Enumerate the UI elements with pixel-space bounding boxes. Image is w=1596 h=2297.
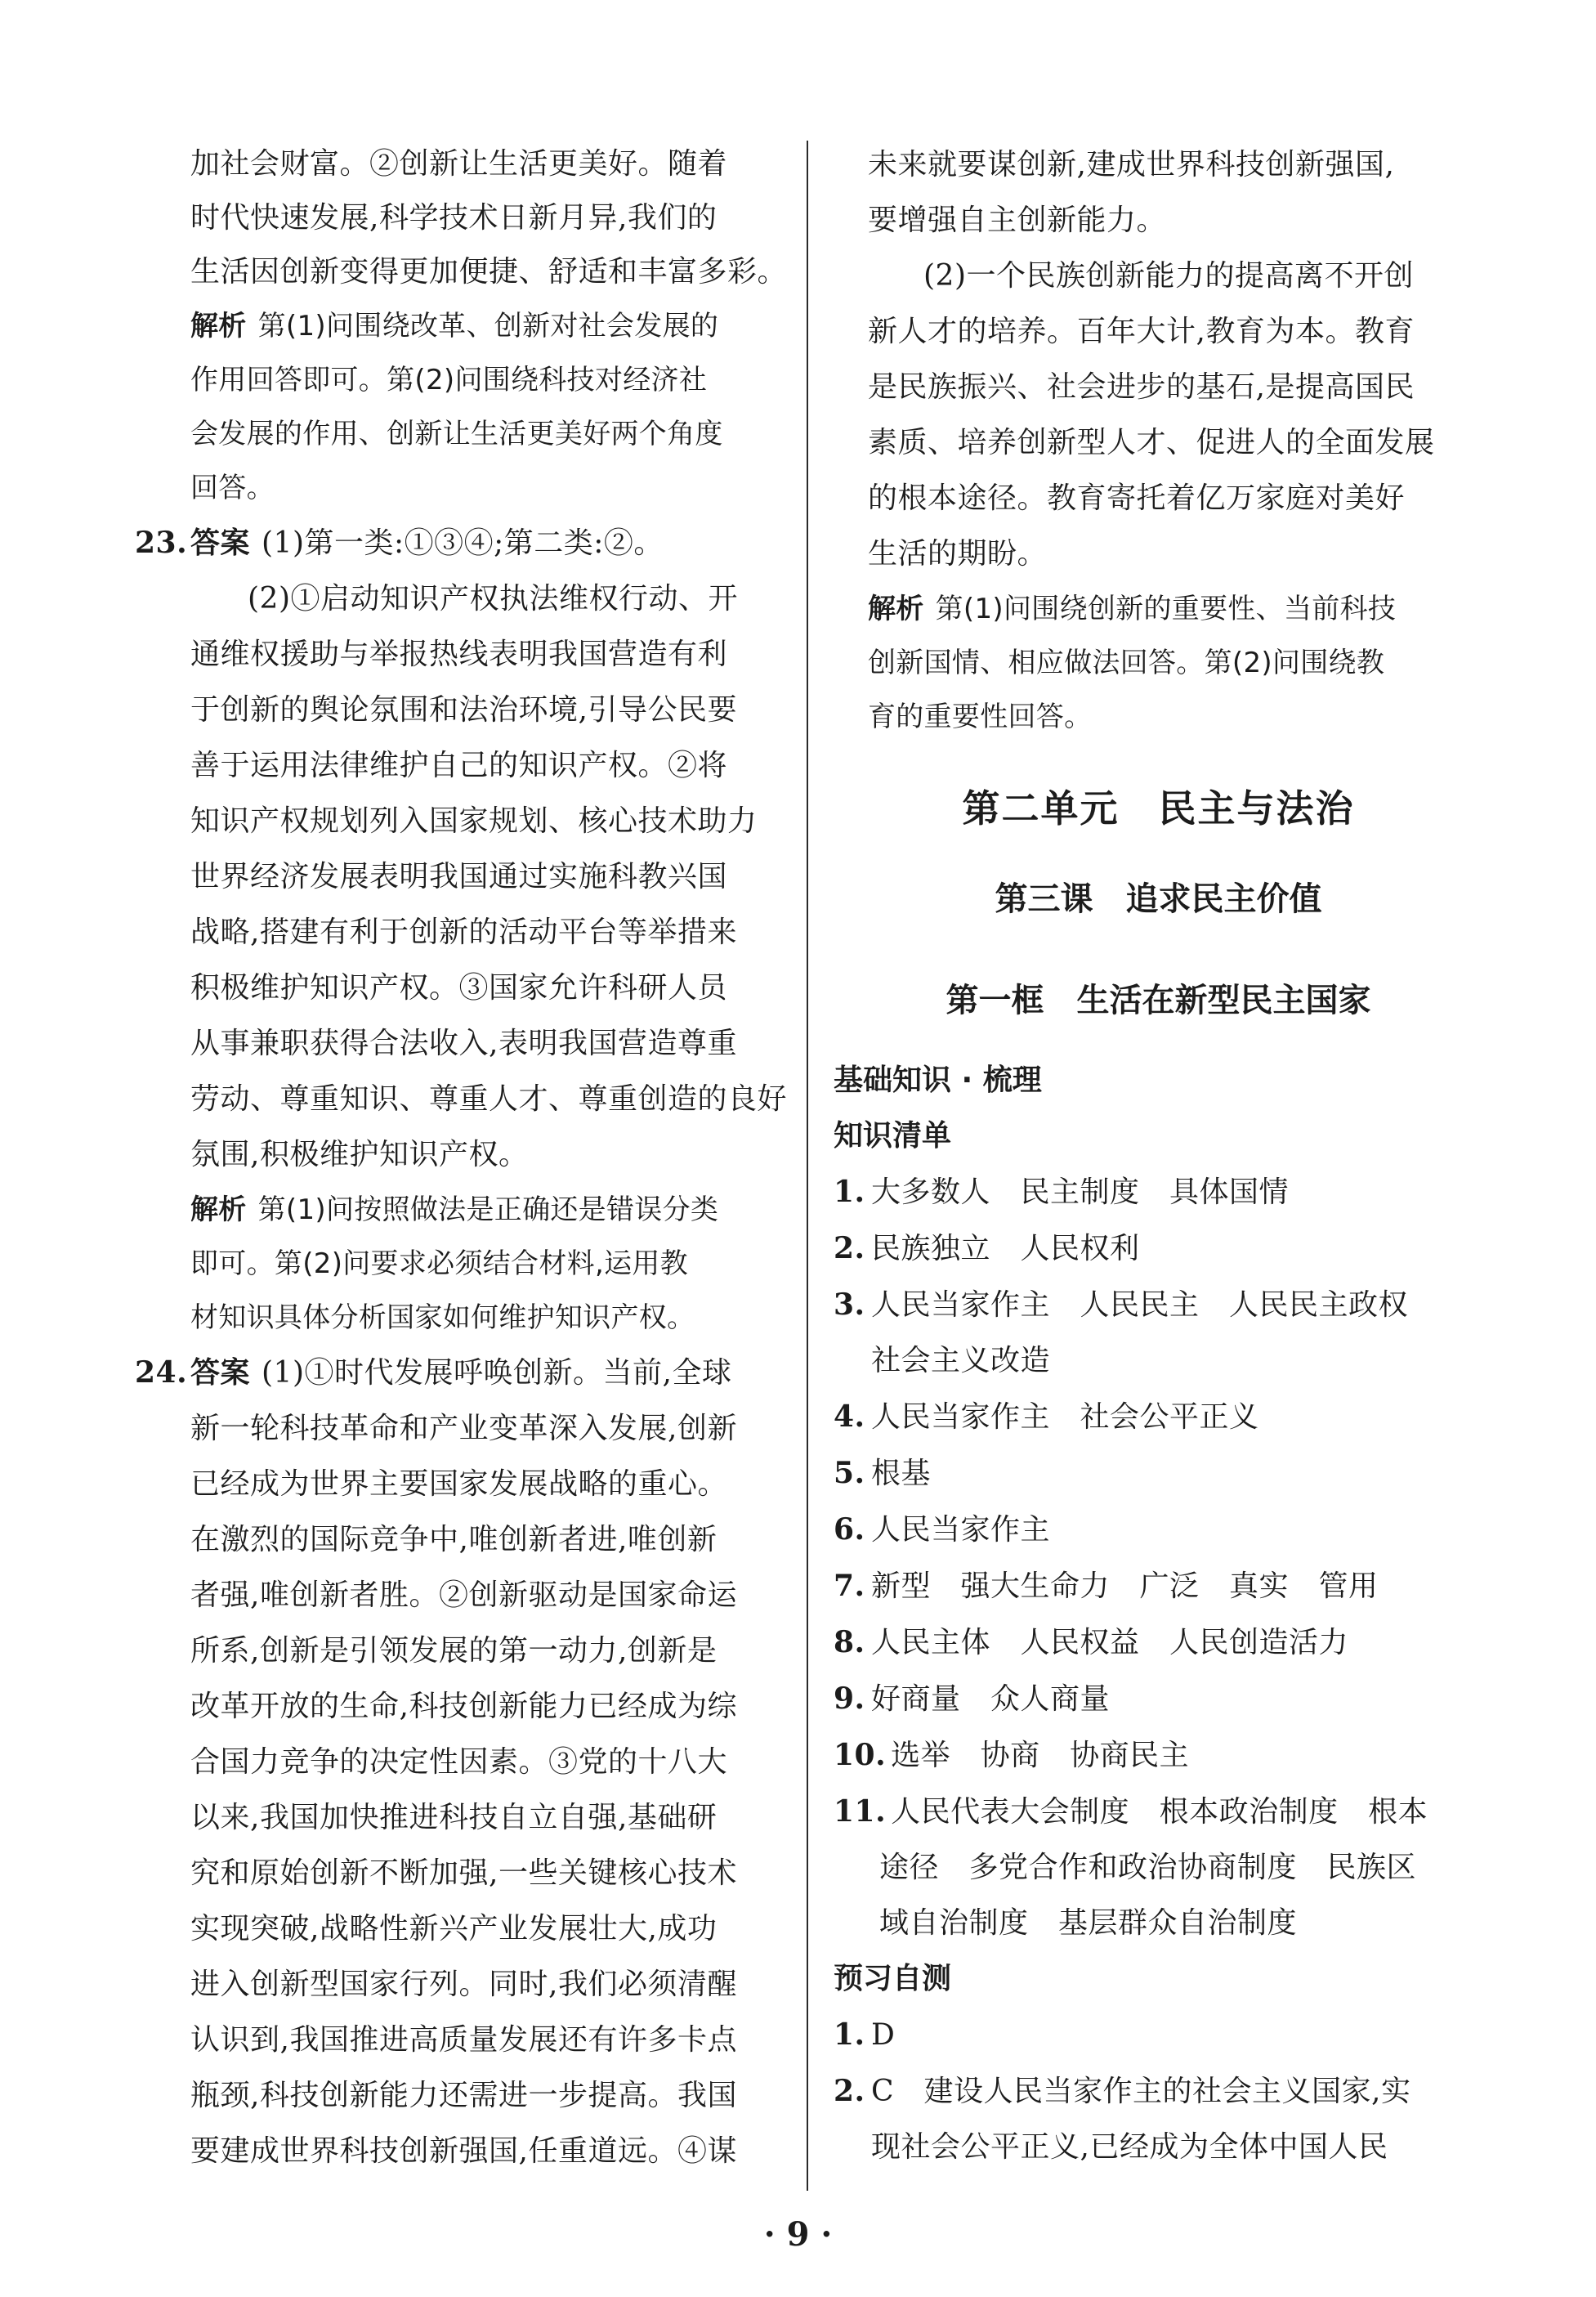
text-line: 通维权援助与举报热线表明我国营造有利: [190, 638, 728, 671]
text-line: 要增强自主创新能力。: [868, 204, 1167, 237]
text-line: 究和原始创新不断加强,一些关键核心技术: [190, 1856, 737, 1890]
list-item-continued: 域自治制度 基层群众自治制度: [879, 1906, 1298, 1940]
text-line: 者强,唯创新者胜。②创新驱动是国家命运: [190, 1578, 737, 1612]
list-item-continued: 社会主义改造: [871, 1344, 1051, 1377]
text-line: (2)一个民族创新能力的提高离不开创: [923, 259, 1414, 293]
list-item: 1. 大多数人 民主制度 具体国情: [834, 1175, 1290, 1209]
question-23-answer: 23. 答案 (1)第一类:①③④;第二类:②。: [190, 515, 795, 571]
column-divider: [807, 141, 808, 2191]
text-line: 在激烈的国际竞争中,唯创新者进,唯创新: [190, 1523, 718, 1556]
text-line: 于创新的舆论氛围和法治环境,引导公民要: [190, 693, 737, 727]
page-number: · 9 ·: [763, 2215, 833, 2254]
list-item: 6. 人民当家作主: [834, 1512, 1051, 1547]
list-item: 8. 人民主体 人民权益 人民创造活力: [834, 1625, 1349, 1659]
explanation-label: 解析: [190, 1193, 247, 1226]
text-line: 合国力竞争的决定性因素。③党的十八大: [190, 1745, 728, 1779]
explanation-line: 解析 第(1)问围绕创新的重要性、当前科技: [868, 593, 1397, 625]
explanation-line: 回答。: [190, 472, 275, 504]
text-line: 认识到,我国推进高质量发展还有许多卡点: [190, 2023, 737, 2057]
text-line: 瓶颈,科技创新能力还需进一步提高。我国: [190, 2079, 737, 2112]
explanation-line: 会发展的作用、创新让生活更美好两个角度: [190, 418, 723, 450]
text-line: 氛围,积极维护知识产权。: [190, 1138, 529, 1171]
list-item: 3. 人民当家作主 人民民主 人民民主政权: [834, 1287, 1409, 1322]
question-24-answer: 24. 答案 (1)①时代发展呼唤创新。当前,全球: [190, 1345, 795, 1401]
question-number: 23.: [135, 526, 188, 560]
text-line: 以来,我国加快推进科技自立自强,基础研: [190, 1801, 718, 1834]
text-line: 生活的期盼。: [868, 537, 1048, 571]
explanation-label: 解析: [190, 310, 247, 343]
explanation-line: 解析 第(1)问围绕改革、创新对社会发展的: [190, 310, 719, 343]
explanation-line: 即可。第(2)问要求必须结合材料,运用教: [190, 1247, 688, 1280]
explanation-line: 创新国情、相应做法回答。第(2)问围绕教: [868, 647, 1385, 679]
subsection-heading: 知识清单: [834, 1119, 952, 1153]
text-line: 知识产权规划列入国家规划、核心技术助力: [190, 804, 758, 838]
text-line: 要建成世界科技创新强国,任重道远。④谋: [190, 2134, 737, 2168]
text-line: 已经成为世界主要国家发展战略的重心。: [190, 1467, 728, 1501]
text-line: 世界经济发展表明我国通过实施科教兴国: [190, 860, 728, 893]
answer-label: 答案: [190, 526, 251, 560]
explanation-line: 材知识具体分析国家如何维护知识产权。: [190, 1301, 695, 1334]
list-item: 11. 人民代表大会制度 根本政治制度 根本: [834, 1794, 1428, 1829]
text-line: 新一轮科技革命和产业变革深入发展,创新: [190, 1412, 737, 1445]
text-line: 时代快速发展,科学技术日新月异,我们的: [190, 201, 718, 235]
text-line: 未来就要谋创新,建成世界科技创新强国,: [868, 148, 1395, 181]
text-line: 生活因创新变得更加便捷、舒适和丰富多彩。: [190, 255, 788, 289]
right-column: [834, 137, 1483, 2175]
text-line: 改革开放的生命,科技创新能力已经成为综: [190, 1690, 737, 1723]
text-line: 加社会财富。②创新让生活更美好。随着: [190, 147, 728, 181]
explanation-label: 解析: [868, 593, 924, 625]
list-item: 2. 民族独立 人民权利: [834, 1231, 1140, 1265]
subsection-heading: 预习自测: [834, 1962, 952, 1995]
list-item: 1. D: [834, 2017, 896, 2052]
list-item: 4. 人民当家作主 社会公平正义: [834, 1399, 1259, 1434]
unit-title: 第二单元 民主与法治: [962, 786, 1355, 831]
list-item: 7. 新型 强大生命力 广泛 真实 管用: [834, 1569, 1379, 1603]
text-line: 进入创新型国家行列。同时,我们必须清醒: [190, 1968, 737, 2001]
text-line: 劳动、尊重知识、尊重人才、尊重创造的良好: [190, 1082, 788, 1116]
list-item: 9. 好商量 众人商量: [834, 1681, 1111, 1716]
explanation-line: 作用回答即可。第(2)问围绕科技对经济社: [190, 364, 708, 396]
text-line: 实现突破,战略性新兴产业发展壮大,成功: [190, 1912, 718, 1946]
question-number: 24.: [135, 1355, 188, 1390]
text-line: (2)①启动知识产权执法维权行动、开: [248, 582, 738, 616]
text-line: 新人才的培养。百年大计,教育为本。教育: [868, 315, 1415, 348]
left-column: [135, 137, 795, 2179]
text-line: 是民族振兴、社会进步的基石,是提高国民: [868, 370, 1415, 404]
text-line: 素质、培养创新型人才、促进人的全面发展: [868, 426, 1435, 459]
frame-title: 第一框 生活在新型民主国家: [946, 982, 1371, 1019]
text-line: 善于运用法律维护自己的知识产权。②将: [190, 749, 728, 782]
list-item: 10. 选举 协商 协商民主: [834, 1738, 1190, 1772]
lesson-title: 第三课 追求民主价值: [995, 880, 1322, 918]
text-line: 所系,创新是引领发展的第一动力,创新是: [190, 1634, 718, 1668]
text-line: 战略,搭建有利于创新的活动平台等举措来: [190, 916, 737, 949]
text-line: 从事兼职获得合法收入,表明我国营造尊重: [190, 1027, 737, 1060]
section-heading: 基础知识 · 梳理: [834, 1063, 1042, 1097]
text-line: 积极维护知识产权。③国家允许科研人员: [190, 971, 728, 1005]
explanation-line: 解析 第(1)问按照做法是正确还是错误分类: [190, 1193, 719, 1226]
text-line: 的根本途径。教育寄托着亿万家庭对美好: [868, 481, 1406, 515]
list-item: 5. 根基: [834, 1456, 932, 1490]
list-item: 2. C 建设人民当家作主的社会主义国家,实: [834, 2074, 1411, 2108]
explanation-line: 育的重要性回答。: [868, 701, 1093, 733]
list-item-continued: 现社会公平正义,已经成为全体中国人民: [871, 2130, 1388, 2164]
list-item-continued: 途径 多党合作和政治协商制度 民族区: [879, 1851, 1417, 1884]
answer-label: 答案: [190, 1356, 251, 1390]
